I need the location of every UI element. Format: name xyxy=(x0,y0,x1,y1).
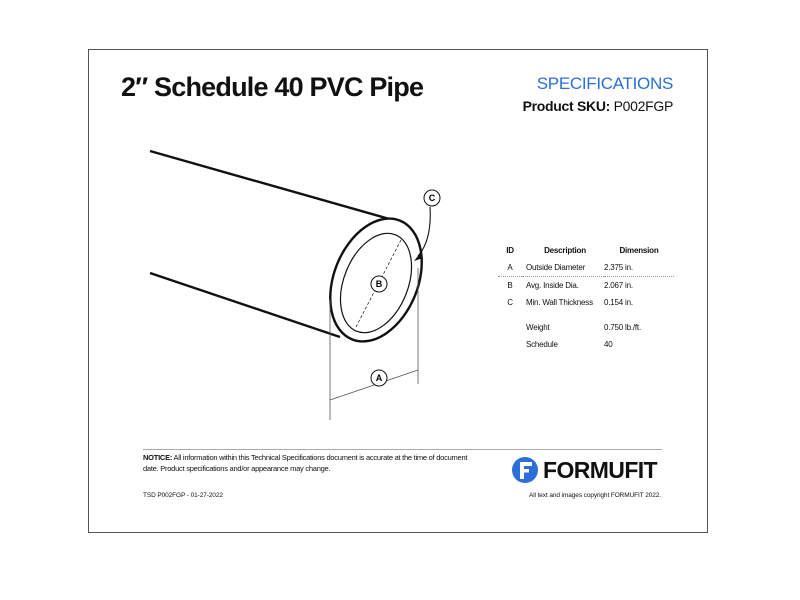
formufit-logo xyxy=(511,455,657,485)
sku-value: P002FGP xyxy=(613,98,673,114)
row-id: B xyxy=(507,281,513,290)
table-row xyxy=(498,294,674,311)
callout-b-label: B xyxy=(375,279,383,289)
callout-a xyxy=(371,370,387,386)
row-dimension: 2.067 in. xyxy=(604,281,633,290)
copyright-text: All text and images copyright FORMUFIT 2022. xyxy=(528,492,661,499)
row-dimension: 0.750 lb./ft. xyxy=(604,323,641,332)
page-title: 2″ Schedule 40 PVC Pipe xyxy=(121,72,424,102)
row-description: Avg. Inside Dia. xyxy=(526,281,579,290)
pipe-bottom-edge xyxy=(150,273,340,337)
row-description: Min. Wall Thickness xyxy=(526,298,593,307)
notice-label: NOTICE: xyxy=(143,453,173,462)
logo-wordmark: FORMUFIT xyxy=(543,456,658,483)
spec-table-header xyxy=(498,241,674,259)
header-dimension: Dimension xyxy=(619,245,659,255)
header-description: Description xyxy=(544,245,586,255)
spec-table xyxy=(498,241,674,353)
header-id: ID xyxy=(506,245,514,255)
callout-c xyxy=(424,190,440,206)
notice-text xyxy=(143,453,473,474)
table-row xyxy=(498,259,674,277)
pipe-top-edge xyxy=(150,151,400,222)
table-row xyxy=(498,336,674,353)
footer-divider xyxy=(143,449,662,450)
callout-a-label: A xyxy=(375,373,383,383)
notice-body: All information within this Technical Specifications document is accurate at the time of document date. Product specifications and/or appearance may change. xyxy=(143,453,468,473)
row-description: Outside Diameter xyxy=(522,259,604,277)
row-dimension: 2.375 in. xyxy=(604,259,674,277)
row-id: C xyxy=(507,298,513,307)
row-id: A xyxy=(498,259,522,277)
row-description: Schedule xyxy=(526,340,558,349)
document-id: TSD P002FGP - 01-27-2022 xyxy=(143,492,223,499)
table-row xyxy=(498,319,674,336)
row-dimension: 40 xyxy=(604,340,613,349)
formufit-f-logo-icon xyxy=(511,456,539,484)
table-row xyxy=(498,277,674,295)
row-description: Weight xyxy=(526,323,550,332)
sku-label: Product SKU: xyxy=(522,98,611,114)
callout-c-label: C xyxy=(428,193,436,203)
specifications-heading: SPECIFICATIONS xyxy=(536,74,673,93)
callout-b xyxy=(371,276,387,292)
row-dimension: 0.154 in. xyxy=(604,298,633,307)
